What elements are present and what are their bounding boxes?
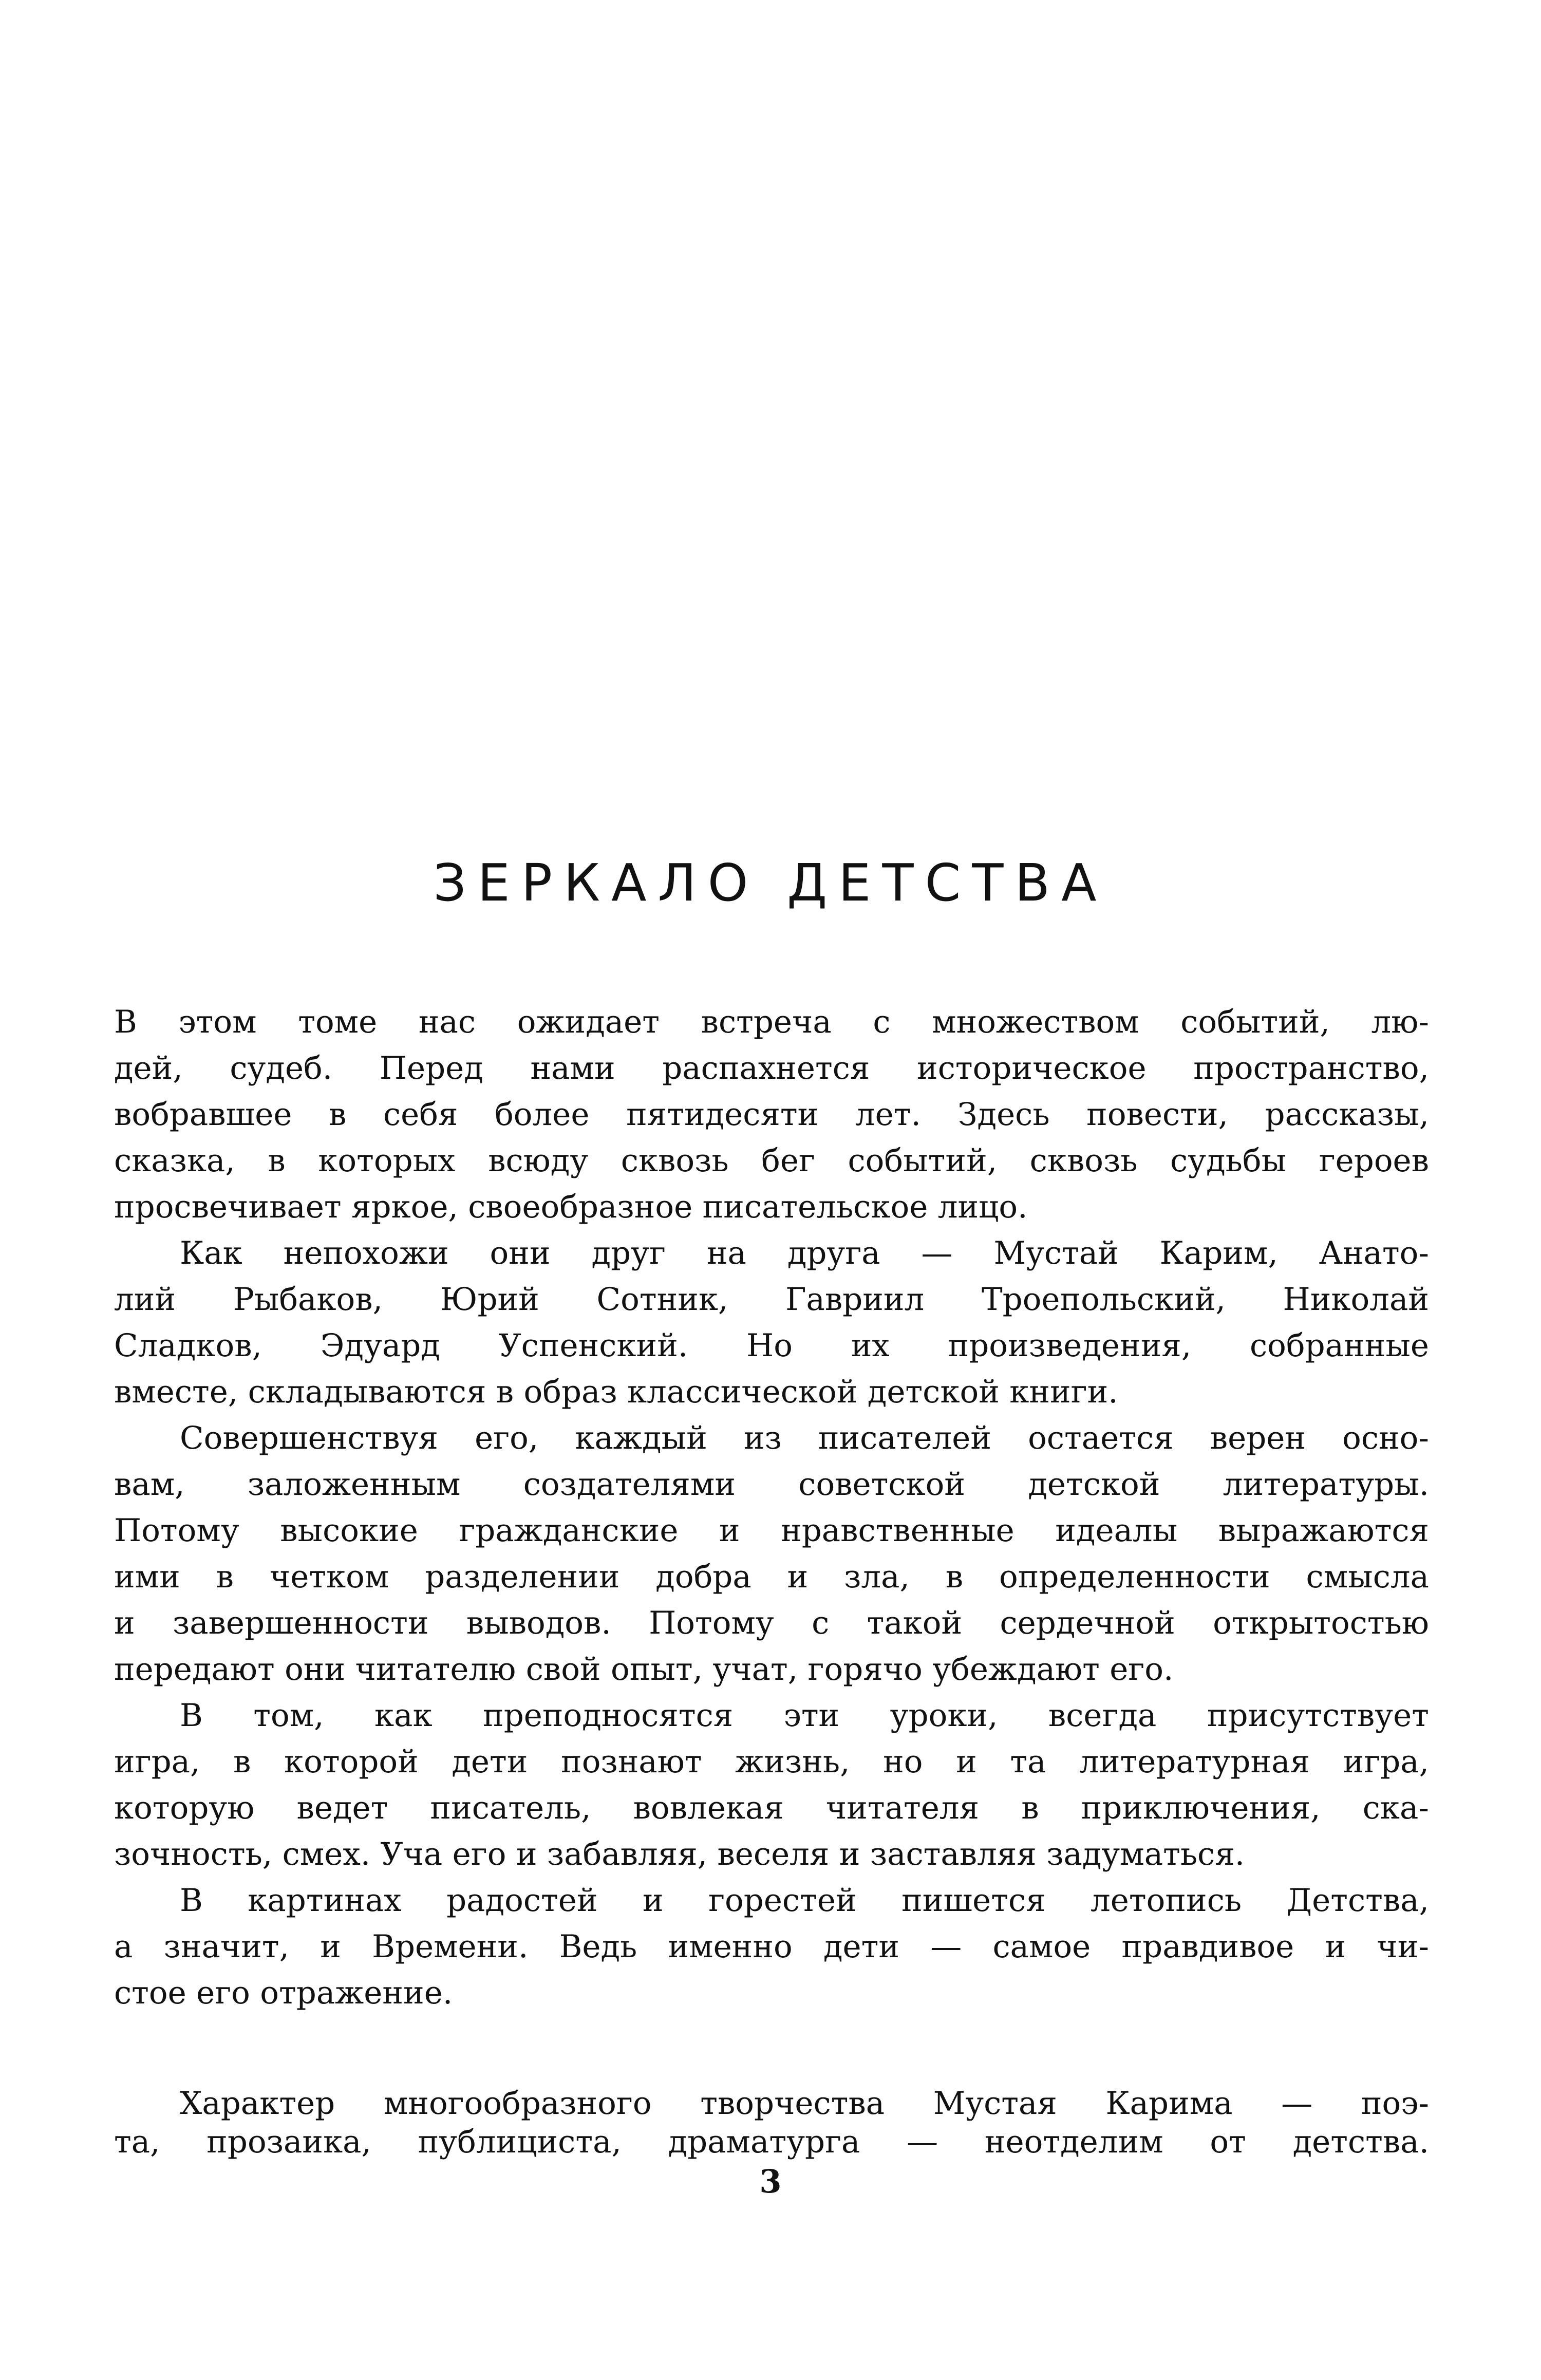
page-number: 3 <box>759 2163 782 2200</box>
text-line: Потому высокие гражданские и нравственные идеалы выражаются <box>114 1512 1429 1549</box>
text-line: зочность, смех. Уча его и забавляя, веселя и заставляя задуматься. <box>114 1836 1245 1872</box>
text-line: та, прозаика, публициста, драматурга — неотделим от детства. <box>114 2124 1429 2160</box>
text-line: и завершенности выводов. Потому с такой сердечной открытостью <box>114 1605 1429 1641</box>
text-line: дей, судеб. Перед нами распахнется историческое пространство, <box>114 1050 1429 1086</box>
text-line: просвечивает яркое, своеобразное писательское лицо. <box>114 1189 1028 1225</box>
text-line: Как непохожи они друг на друга — Мустай Карим, Анато- <box>180 1235 1429 1271</box>
text-line: передают они читателю свой опыт, учат, горячо убеждают его. <box>114 1651 1174 1688</box>
text-line: сказка, в которых всюду сквозь бег событий, сквозь судьбы героев <box>114 1142 1429 1179</box>
text-line: а значит, и Времени. Ведь именно дети — самое правдивое и чи- <box>114 1928 1429 1965</box>
text-line: которую ведет писатель, вовлекая читателя в приключения, ска- <box>114 1790 1429 1826</box>
text-line: ими в четком разделении добра и зла, в определенности смысла <box>114 1559 1429 1595</box>
text-line: вместе, складываются в образ классической детской книги. <box>114 1374 1118 1410</box>
text-line: Совершенствуя его, каждый из писателей остается верен осно- <box>180 1420 1429 1456</box>
text-line: В том, как преподносятся эти уроки, всегда присутствует <box>180 1697 1429 1734</box>
text-line: вобравшее в себя более пятидесяти лет. Здесь повести, рассказы, <box>114 1096 1429 1133</box>
page-title: ЗЕРКАЛО ДЕТСТВА <box>433 853 1108 913</box>
text-line: В картинах радостей и горестей пишется летопись Детства, <box>180 1882 1429 1919</box>
text-line: игра, в которой дети познают жизнь, но и та литературная игра, <box>114 1744 1429 1780</box>
text-line: вам, заложенным создателями советской детской литературы. <box>114 1466 1429 1503</box>
text-line: В этом томе нас ожидает встреча с множеством событий, лю- <box>114 1004 1429 1040</box>
text-line: лий Рыбаков, Юрий Сотник, Гавриил Троепольский, Николай <box>114 1281 1429 1318</box>
text-line: Сладков, Эдуард Успенский. Но их произведения, собранные <box>114 1327 1429 1364</box>
text-line: стое его отражение. <box>114 1975 453 2011</box>
text-line: Характер многообразного творчества Мустая Карима — поэ- <box>180 2085 1429 2122</box>
